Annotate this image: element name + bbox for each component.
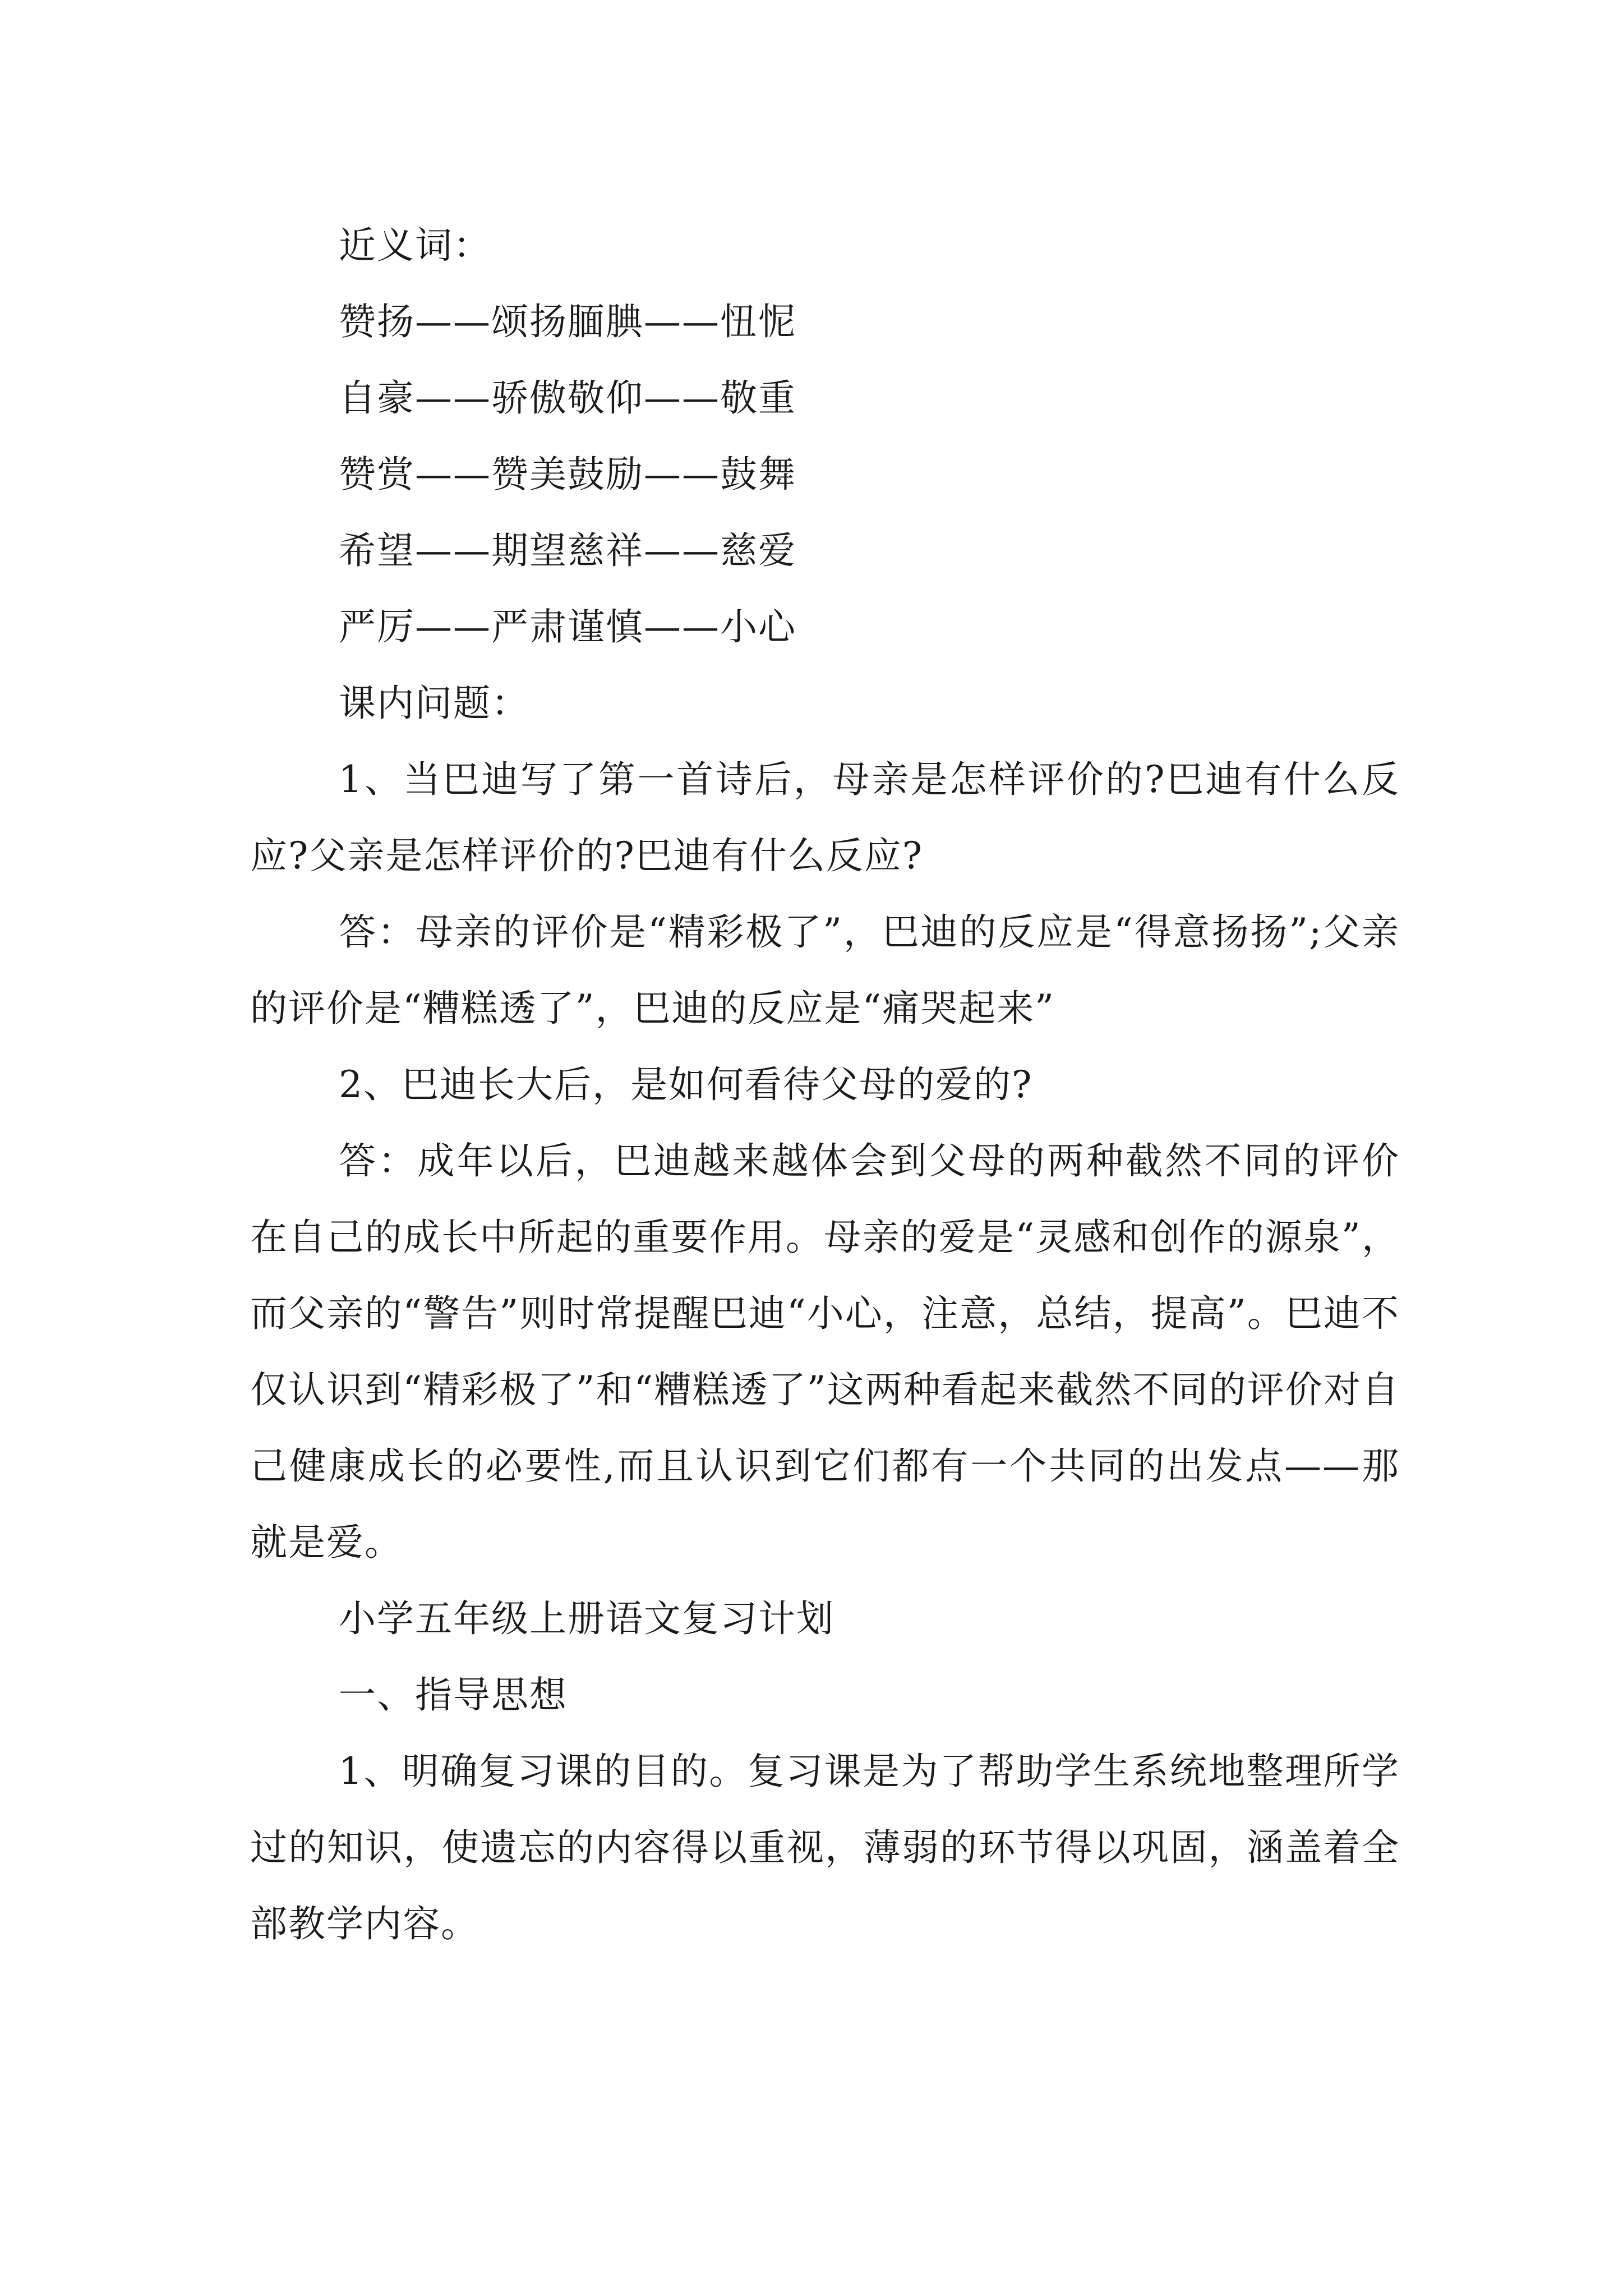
synonym-line: 自豪——骄傲敬仰——敬重: [339, 376, 796, 420]
answer-2: 答：成年以后，巴迪越来越体会到父母的两种截然不同的评价在自己的成长中所起的重要作用。母亲的爱是“灵感和创作的源泉”，而父亲的“警告”则时常提醒巴迪“小心，注意，总结，提高”。巴迪不仅认识到“精彩极了”和“糟糕透了”这两种看起来截然不同的评价对自己健康成长的必要性,而且认识到它们都有一个共同的出发点——那就是爱。: [250, 1139, 1400, 1564]
answer-1: 答：母亲的评价是“精彩极了”，巴迪的反应是“得意扬扬”;父亲的评价是“糟糕透了”，巴迪的反应是“痛哭起来”: [250, 910, 1400, 1030]
synonyms-heading: 近义词：: [339, 224, 491, 267]
question-2: 2、巴迪长大后，是如何看待父母的爱的?: [339, 1063, 1033, 1106]
synonym-list: [250, 284, 1400, 665]
question-1: 1、当巴迪写了第一首诗后，母亲是怎样评价的?巴迪有什么反应?父亲是怎样评价的?巴迪有什么反应?: [250, 758, 1400, 877]
document-body: [250, 208, 1400, 1962]
section-1-point-1: 1、明确复习课的目的。复习课是为了帮助学生系统地整理所学过的知识，使遗忘的内容得以重视，薄弱的环节得以巩固，涵盖着全部教学内容。: [250, 1750, 1400, 1945]
section-1-heading: 一、指导思想: [339, 1673, 568, 1717]
questions-heading: 课内问题：: [339, 682, 529, 725]
plan-title: 小学五年级上册语文复习计划: [339, 1597, 834, 1640]
synonym-line: 希望——期望慈祥——慈爱: [339, 529, 796, 572]
synonym-line: 赞扬——颂扬腼腆——忸怩: [339, 300, 796, 343]
synonym-line: 赞赏——赞美鼓励——鼓舞: [339, 453, 796, 496]
synonym-line: 严厉——严肃谨慎——小心: [339, 605, 796, 648]
